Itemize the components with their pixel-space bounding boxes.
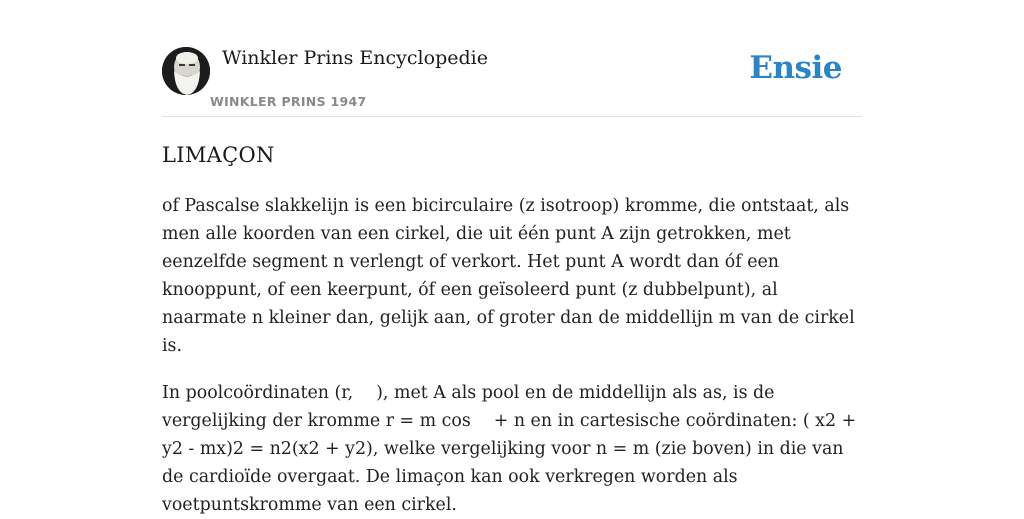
article-title: LIMAÇON <box>162 143 275 167</box>
article <box>162 138 862 519</box>
source-title[interactable]: Winkler Prins Encyclopedie <box>222 47 488 69</box>
source-header <box>162 46 862 117</box>
article-paragraph-2: In poolcoördinaten (r, ), met A als pool en de middellijn als as, is de vergelijking der kromme r = m cos + n en in cartesische coördinaten: ( x2 + y2 - mx)2 = n2(x2 + y2), welke vergelijking voor n = m (zie boven) in die van de cardioïde overgaat. De limaçon kan ook verkregen worden als voetpuntskromme van een cirkel. <box>162 383 857 515</box>
source-avatar[interactable] <box>162 47 210 95</box>
article-paragraph-1: of Pascalse slakkelijn is een bicirculaire (z isotroop) kromme, die ontstaat, als men alle koorden van een cirkel, die uit één punt A zijn getrokken, met eenzelfde segment n verlengt of verkort. Het punt A wordt dan óf een knooppunt, of een keerpunt, óf een geïsoleerd punt (z dubbelpunt), al naarmate n kleiner dan, gelijk aan, of groter dan de middellijn m van de cirkel is. <box>162 196 855 356</box>
bearded-man-portrait-icon <box>162 47 210 95</box>
ensie-logo-link[interactable]: Ensie <box>749 50 842 86</box>
source-subtitle: WINKLER PRINS 1947 <box>210 94 367 109</box>
